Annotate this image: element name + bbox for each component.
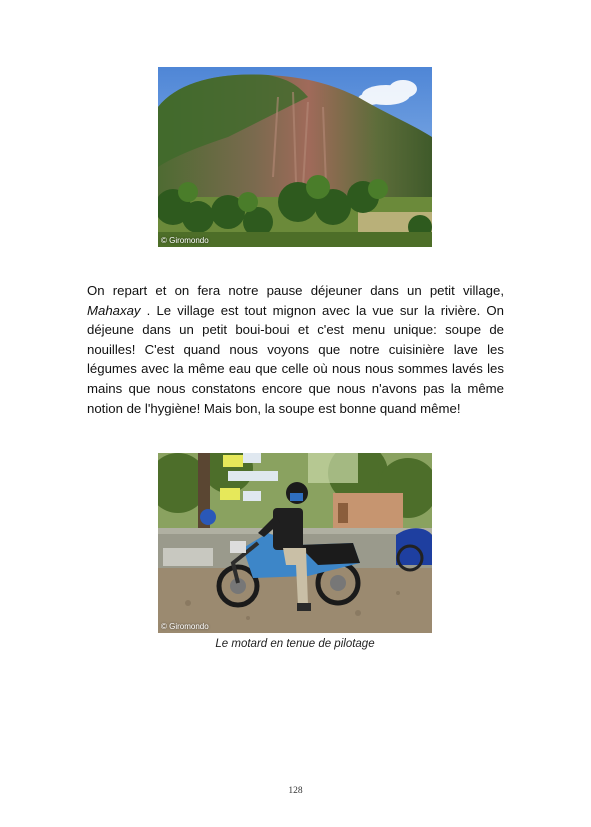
village-name: Mahaxay — [87, 302, 141, 318]
motorbike-photo — [158, 453, 432, 633]
photo-credit: © Giromondo — [161, 236, 209, 245]
mountain-photo — [158, 67, 432, 247]
paragraph-text-2: . Le village est tout mignon avec la vue sur la rivière. On déjeune dans un petit boui-boui et c'est menu unique: soupe de nouilles! C'est quand nous voyons que notre cuisinière lave les légumes avec la même eau que celle où nous nous sommes lavés les mains que nous constatons encore que nous n'avons pas la même notion de l'hygiène! Mais bon, la soupe est bonne quand même! — [87, 302, 504, 416]
paragraph-text-1: On repart et on fera notre pause déjeuner dans un petit village, — [87, 283, 504, 298]
mountain-photo-image — [158, 67, 432, 247]
body-paragraph — [87, 281, 504, 418]
photo-caption: Le motard en tenue de pilotage — [215, 638, 375, 650]
photo-credit: © Giromondo — [161, 622, 209, 631]
motorbike-photo-image — [158, 453, 432, 633]
page-number: 128 — [288, 786, 303, 796]
